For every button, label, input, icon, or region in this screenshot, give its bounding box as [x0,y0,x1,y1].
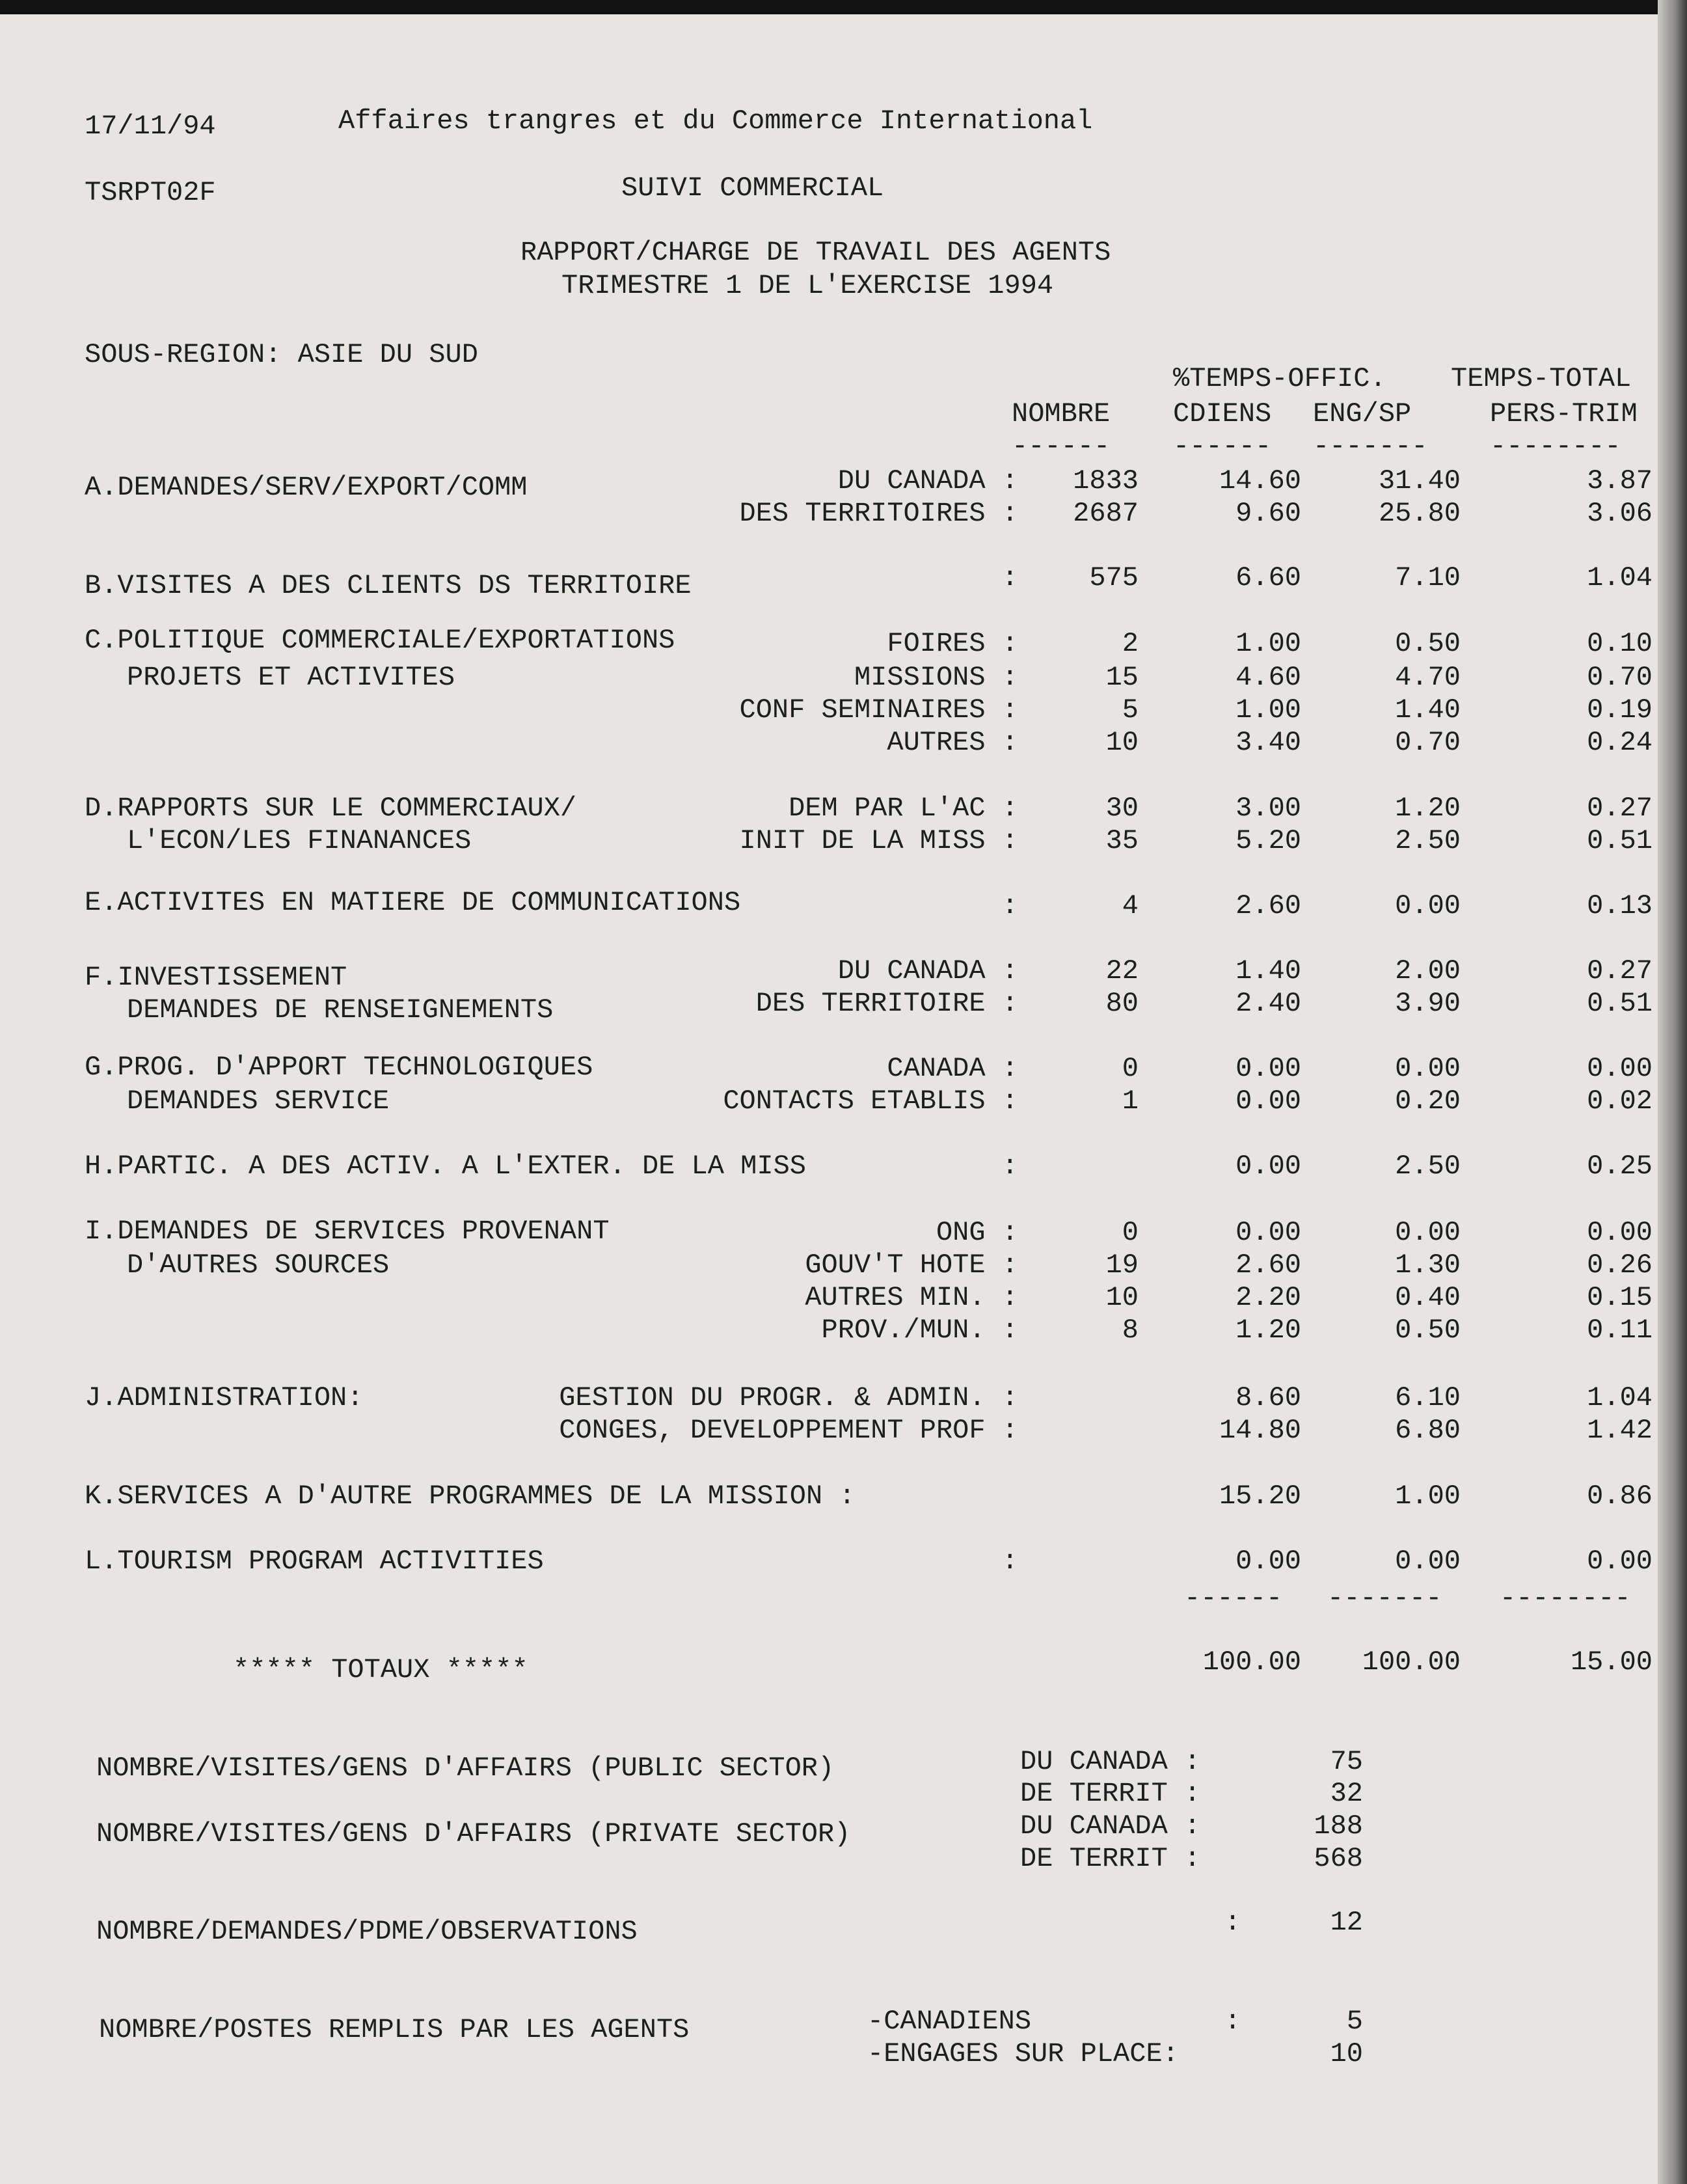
row-cdiens: 2.40 [1235,988,1301,1019]
requests-colon: : [1224,1907,1241,1938]
row-subcategory: PROV./MUN. : [821,1315,1018,1346]
row-category: L'ECON/LES FINANANCES [127,825,472,856]
total-rule-cdiens: ------ [1184,1583,1283,1614]
row-cdiens: 1.40 [1235,955,1301,987]
row-nombre: 1833 [1073,465,1139,497]
visits-public-canada: 75 [1330,1746,1363,1777]
column-rule-nombre: ------ [1012,431,1111,462]
row-perstrim: 0.25 [1587,1151,1653,1182]
row-perstrim: 3.06 [1587,498,1653,529]
row-nombre: 8 [1122,1315,1139,1346]
row-nombre: 35 [1105,825,1139,856]
posts-engages: 10 [1330,2038,1363,2069]
total-rule-engsp: ------- [1327,1583,1442,1614]
row-engsp: 25.80 [1378,498,1461,529]
row-subcategory: CONTACTS ETABLIS : [723,1085,1018,1117]
row-engsp: 3.90 [1395,988,1461,1019]
column-header-cdiens: CDIENS [1173,398,1272,430]
row-category: D'AUTRES SOURCES [127,1249,390,1281]
posts-label: NOMBRE/POSTES REMPLIS PAR LES AGENTS [99,2014,690,2045]
requests-label: NOMBRE/DEMANDES/PDME/OBSERVATIONS [96,1916,638,1947]
row-category: E.ACTIVITES EN MATIERE DE COMMUNICATIONS [85,887,741,918]
row-category: J.ADMINISTRATION: [85,1382,364,1413]
row-category: I.DEMANDES DE SERVICES PROVENANT [85,1216,610,1247]
posts-canadiens: 5 [1346,2006,1363,2037]
row-perstrim: 1.42 [1587,1415,1653,1446]
row-nombre: 19 [1105,1249,1139,1281]
row-subcategory: DU CANADA : [837,465,1018,497]
visits-private-label: NOMBRE/VISITES/GENS D'AFFAIRS (PRIVATE SECTOR) [96,1818,851,1850]
row-engsp: 0.40 [1395,1282,1461,1313]
row-nombre: 0 [1122,1053,1139,1084]
row-category: B.VISITES A DES CLIENTS DS TERRITOIRE [85,570,692,601]
row-subcategory: : [1001,1546,1018,1577]
row-engsp: 6.80 [1395,1415,1461,1446]
row-subcategory: DES TERRITOIRE : [755,988,1018,1019]
row-perstrim: 0.10 [1587,628,1653,659]
row-cdiens: 5.20 [1235,825,1301,856]
row-cdiens: 0.00 [1235,1085,1301,1117]
row-cdiens: 3.40 [1235,727,1301,758]
row-engsp: 0.50 [1395,628,1461,659]
row-engsp: 0.20 [1395,1085,1461,1117]
visits-private-territ: 568 [1314,1843,1363,1874]
row-perstrim: 0.86 [1587,1481,1653,1512]
row-nombre: 10 [1105,727,1139,758]
row-cdiens: 0.00 [1235,1053,1301,1084]
total-cdiens: 100.00 [1202,1646,1301,1678]
row-nombre: 575 [1089,562,1139,594]
row-engsp: 7.10 [1395,562,1461,594]
row-nombre: 5 [1122,694,1139,726]
row-engsp: 2.50 [1395,825,1461,856]
row-cdiens: 1.00 [1235,694,1301,726]
row-subcategory: CONGES, DEVELOPPEMENT PROF : [559,1415,1018,1446]
row-nombre: 15 [1105,662,1139,693]
row-subcategory: ONG : [936,1217,1018,1248]
row-cdiens: 2.20 [1235,1282,1301,1313]
total-engsp: 100.00 [1362,1646,1461,1678]
row-engsp: 6.10 [1395,1382,1461,1413]
row-perstrim: 0.24 [1587,727,1653,758]
visits-private-territ-label: DE TERRIT : [1020,1843,1201,1874]
row-category: A.DEMANDES/SERV/EXPORT/COMM [85,472,528,503]
visits-public-label: NOMBRE/VISITES/GENS D'AFFAIRS (PUBLIC SECTOR) [96,1753,835,1784]
visits-public-territ-label: DE TERRIT : [1020,1778,1201,1809]
requests-value: 12 [1330,1907,1363,1938]
row-perstrim: 0.00 [1587,1546,1653,1577]
row-engsp: 1.00 [1395,1481,1461,1512]
row-engsp: 1.30 [1395,1249,1461,1281]
row-perstrim: 0.11 [1587,1315,1653,1346]
visits-public-canada-label: DU CANADA : [1020,1746,1201,1777]
row-subcategory: DES TERRITOIRES : [739,498,1018,529]
row-subcategory: DU CANADA : [837,955,1018,987]
row-subcategory: FOIRES : [887,628,1018,659]
row-engsp: 0.70 [1395,727,1461,758]
row-perstrim: 0.00 [1587,1217,1653,1248]
row-category: K.SERVICES A D'AUTRE PROGRAMMES DE LA MISSION : [85,1481,856,1512]
row-engsp: 0.00 [1395,1217,1461,1248]
row-engsp: 1.40 [1395,694,1461,726]
posts-canadiens-colon: : [1224,2006,1241,2037]
row-perstrim: 0.26 [1587,1249,1653,1281]
row-engsp: 4.70 [1395,662,1461,693]
system-name: SUIVI COMMERCIAL [621,172,884,204]
row-perstrim: 0.00 [1587,1053,1653,1084]
row-category: F.INVESTISSEMENT [85,962,347,993]
row-subcategory: CONF SEMINAIRES : [739,694,1018,726]
row-perstrim: 0.27 [1587,955,1653,987]
row-nombre: 80 [1105,988,1139,1019]
row-cdiens: 6.60 [1235,562,1301,594]
column-group-temps-total: TEMPS-TOTAL [1451,363,1632,394]
scan-top-border [0,0,1687,14]
row-cdiens: 8.60 [1235,1382,1301,1413]
row-category: D.RAPPORTS SUR LE COMMERCIAUX/ [85,793,577,824]
row-engsp: 31.40 [1378,465,1461,497]
row-cdiens: 0.00 [1235,1217,1301,1248]
row-subcategory: : [1001,890,1018,921]
row-category: G.PROG. D'APPORT TECHNOLOGIQUES [85,1052,593,1083]
row-perstrim: 0.13 [1587,890,1653,921]
row-nombre: 30 [1105,793,1139,824]
ministry-name: Affaires trangres et du Commerce International [338,105,1093,137]
row-engsp: 2.00 [1395,955,1461,987]
row-perstrim: 1.04 [1587,562,1653,594]
row-cdiens: 0.00 [1235,1151,1301,1182]
total-perstrim: 15.00 [1570,1646,1653,1678]
row-category: C.POLITIQUE COMMERCIALE/EXPORTATIONS [85,625,675,656]
report-date: 17/11/94 [85,111,216,142]
row-cdiens: 1.20 [1235,1315,1301,1346]
row-cdiens: 14.80 [1219,1415,1301,1446]
row-nombre: 1 [1122,1085,1139,1117]
row-engsp: 0.00 [1395,1546,1461,1577]
column-header-nombre: NOMBRE [1012,398,1111,430]
row-subcategory: DEM PAR L'AC : [789,793,1018,824]
total-rule-perstrim: -------- [1500,1583,1631,1614]
row-nombre: 2687 [1073,498,1139,529]
row-perstrim: 0.70 [1587,662,1653,693]
report-title: RAPPORT/CHARGE DE TRAVAIL DES AGENTS [520,237,1111,268]
row-category: L.TOURISM PROGRAM ACTIVITIES [85,1546,544,1577]
row-cdiens: 4.60 [1235,662,1301,693]
row-engsp: 0.50 [1395,1315,1461,1346]
row-subcategory: : [1001,1151,1018,1182]
row-subcategory: AUTRES MIN. : [805,1282,1018,1313]
row-subcategory: GESTION DU PROGR. & ADMIN. : [559,1382,1018,1413]
row-subcategory: AUTRES : [887,727,1018,758]
row-engsp: 0.00 [1395,890,1461,921]
column-header-engsp: ENG/SP [1313,398,1412,430]
row-cdiens: 14.60 [1219,465,1301,497]
row-perstrim: 3.87 [1587,465,1653,497]
column-rule-cdiens: ------ [1173,431,1272,462]
row-engsp: 2.50 [1395,1151,1461,1182]
column-header-perstrim: PERS-TRIM [1490,398,1638,430]
row-category: PROJETS ET ACTIVITES [127,662,455,693]
row-category: H.PARTIC. A DES ACTIV. A L'EXTER. DE LA MISS [85,1151,806,1182]
row-perstrim: 0.51 [1587,825,1653,856]
row-cdiens: 2.60 [1235,890,1301,921]
row-category: DEMANDES SERVICE [127,1085,390,1117]
row-engsp: 0.00 [1395,1053,1461,1084]
posts-engages-label: -ENGAGES SUR PLACE: [867,2038,1179,2069]
row-perstrim: 0.19 [1587,694,1653,726]
row-subcategory: MISSIONS : [854,662,1018,693]
totals-label: ***** TOTAUX ***** [233,1654,528,1686]
row-nombre: 2 [1122,628,1139,659]
row-cdiens: 0.00 [1235,1546,1301,1577]
row-cdiens: 9.60 [1235,498,1301,529]
row-cdiens: 1.00 [1235,628,1301,659]
row-perstrim: 1.04 [1587,1382,1653,1413]
visits-private-canada: 188 [1314,1810,1363,1842]
row-perstrim: 0.15 [1587,1282,1653,1313]
row-cdiens: 15.20 [1219,1481,1301,1512]
report-period: TRIMESTRE 1 DE L'EXERCISE 1994 [561,270,1054,301]
row-nombre: 10 [1105,1282,1139,1313]
row-subcategory: CANADA : [887,1053,1018,1084]
row-perstrim: 0.27 [1587,793,1653,824]
column-rule-engsp: ------- [1313,431,1428,462]
row-subcategory: INIT DE LA MISS : [739,825,1018,856]
row-cdiens: 2.60 [1235,1249,1301,1281]
column-rule-perstrim: -------- [1490,431,1621,462]
subregion-label: SOUS-REGION: ASIE DU SUD [85,339,478,370]
report-code: TSRPT02F [85,177,216,208]
page-edge-shadow [1658,0,1687,2184]
row-subcategory: GOUV'T HOTE : [805,1249,1018,1281]
row-subcategory: : [1001,562,1018,594]
row-perstrim: 0.02 [1587,1085,1653,1117]
row-nombre: 4 [1122,890,1139,921]
visits-public-territ: 32 [1330,1778,1363,1809]
column-group-temps-offic: %TEMPS-OFFIC. [1173,363,1386,394]
row-nombre: 22 [1105,955,1139,987]
row-cdiens: 3.00 [1235,793,1301,824]
row-nombre: 0 [1122,1217,1139,1248]
row-category: DEMANDES DE RENSEIGNEMENTS [127,994,554,1026]
visits-private-canada-label: DU CANADA : [1020,1810,1201,1842]
posts-canadiens-label: -CANADIENS [867,2006,1032,2037]
row-perstrim: 0.51 [1587,988,1653,1019]
row-engsp: 1.20 [1395,793,1461,824]
